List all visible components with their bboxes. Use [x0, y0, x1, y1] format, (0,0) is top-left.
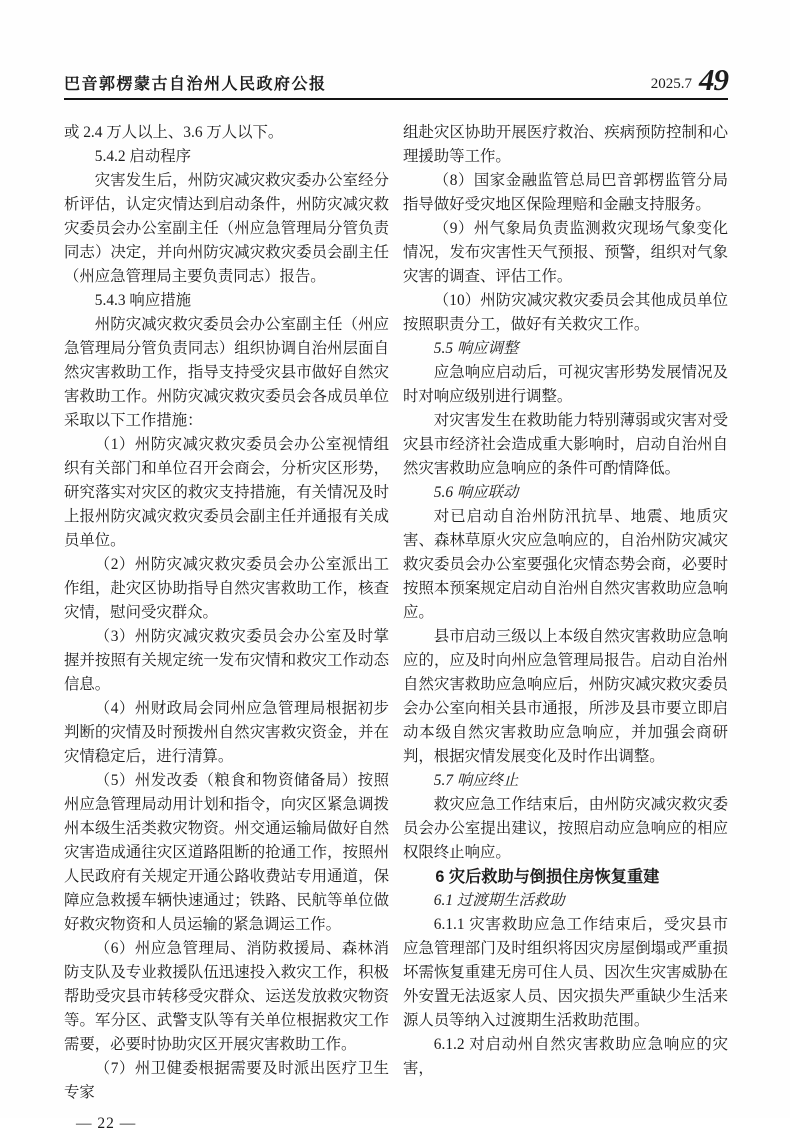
body-paragraph: 6.1.2 对启动州自然灾害救助应急响应的灾害， — [403, 1036, 728, 1077]
body-paragraph: 灾害发生后，州防灾减灾救灾委办公室经分析评估，认定灾情达到启动条件，州防灾减灾救灾委员会办公室副主任（州应急管理局分管负责同志）决定，并向州防灾减灾救灾委员会副主任（州应急管理局主要负责同志）报告。 — [64, 172, 389, 285]
header-rule — [64, 98, 728, 100]
issue-number: 49 — [699, 62, 728, 98]
right-column — [403, 121, 728, 1105]
body-paragraph: （6）州应急管理局、消防救援局、森林消防支队及专业救援队伍迅速投入救灾工作，积极帮助受灾县市转移受灾群众、运送发放救灾物资等。军分区、武警支队等有关单位根据救灾工作需要，必要时协助灾区开展灾害救助工作。 — [64, 940, 389, 1053]
paragraph-continuation: 或 2.4 万人以上、3.6 万人以下。 — [64, 124, 284, 141]
body-paragraph: （7）州卫健委根据需要及时派出医疗卫生专家 — [64, 1060, 389, 1101]
section-heading: 5.4.2 启动程序 — [94, 148, 191, 165]
issue-date: 2025.7 — [650, 75, 692, 92]
issue-info — [650, 62, 728, 98]
body-paragraph: 县市启动三级以上本级自然灾害救助应急响应的，应及时向州应急管理局报告。启动自治州自然灾害救助应急响应后，州防灾减灾救灾委员会办公室向相关县市通报，所涉及县市要立即启动本级自然灾害救助应急响应，并加强会商研判，根据灾情发展变化及时作出调整。 — [403, 628, 728, 765]
section-heading: 5.6 响应联动 — [433, 484, 519, 501]
body-paragraph: （3）州防灾减灾救灾委员会办公室及时掌握并按照有关规定统一发布灾情和救灾工作动态信息。 — [64, 628, 389, 693]
body-columns — [64, 121, 728, 1105]
page-number: — 22 — — [76, 1115, 137, 1132]
left-column — [64, 121, 389, 1105]
body-paragraph: 应急响应启动后，可视灾害形势发展情况及时对响应级别进行调整。 — [403, 364, 728, 405]
body-paragraph: （9）州气象局负责监测救灾现场气象变化情况，发布灾害性天气预报、预警，组织对气象灾害的调查、评估工作。 — [403, 220, 728, 285]
body-paragraph: 救灾应急工作结束后，由州防灾减灾救灾委员会办公室提出建议，按照启动应急响应的相应权限终止响应。 — [403, 796, 728, 861]
section-heading: 6.1 过渡期生活救助 — [433, 892, 565, 909]
section-heading: 5.7 响应终止 — [433, 772, 519, 789]
body-paragraph: （4）州财政局会同州应急管理局根据初步判断的灾情及时预拨州自然灾害救灾资金，并在灾情稳定后，进行清算。 — [64, 700, 389, 765]
body-paragraph: （10）州防灾减灾救灾委员会其他成员单位按照职责分工，做好有关救灾工作。 — [403, 292, 728, 333]
paragraph-continuation: 组赴灾区协助开展医疗救治、疾病预防控制和心理援助等工作。 — [403, 124, 728, 165]
page-header — [64, 60, 728, 98]
body-paragraph: （8）国家金融监管总局巴音郭楞监管分局指导做好受灾地区保险理赔和金融支持服务。 — [403, 172, 728, 213]
body-paragraph: 对已启动自治州防汛抗旱、地震、地质灾害、森林草原火灾应急响应的，自治州防灾减灾救灾委员会办公室要强化灾情态势会商，必要时按照本预案规定启动自治州自然灾害救助应急响应。 — [403, 508, 728, 621]
body-paragraph: 州防灾减灾救灾委员会办公室副主任（州应急管理局分管负责同志）组织协调自治州层面自然灾害救助工作，指导支持受灾县市做好自然灾害救助工作。州防灾减灾救灾委员会各成员单位采取以下工作措施： — [64, 316, 389, 429]
body-paragraph: 6.1.1 灾害救助应急工作结束后，受灾县市应急管理部门及时组织将因灾房屋倒塌或严重损坏需恢复重建无房可住人员、因次生灾害威胁在外安置无法返家人员、因灾损失严重缺少生活来源人员等纳入过渡期生活救助范围。 — [403, 916, 728, 1029]
body-paragraph: （1）州防灾减灾救灾委员会办公室视情组织有关部门和单位召开会商会，分析灾区形势，研究落实对灾区的救灾支持措施，有关情况及时上报州防灾减灾救灾委员会副主任并通报有关成员单位。 — [64, 436, 389, 549]
chapter-heading: 6 灾后救助与倒损住房恢复重建 — [435, 868, 660, 886]
section-heading: 5.5 响应调整 — [433, 340, 519, 357]
body-paragraph: 对灾害发生在救助能力特别薄弱或灾害对受灾县市经济社会造成重大影响时，启动自治州自然灾害救助应急响应的条件可酌情降低。 — [403, 412, 728, 477]
body-paragraph: （2）州防灾减灾救灾委员会办公室派出工作组，赴灾区协助指导自然灾害救助工作，核查灾情，慰问受灾群众。 — [64, 556, 389, 621]
body-paragraph: （5）州发改委（粮食和物资储备局）按照州应急管理局动用计划和指令，向灾区紧急调拨州本级生活类救灾物资。州交通运输局做好自然灾害造成通往灾区道路阻断的抢通工作，按照州人民政府有关规定开通公路收费站专用通道，保障应急救援车辆快速通过；铁路、民航等单位做好救灾物资和人员运输的紧急调运工作。 — [64, 772, 389, 933]
section-heading: 5.4.3 响应措施 — [94, 292, 191, 309]
gazette-title: 巴音郭楞蒙古自治州人民政府公报 — [64, 75, 327, 93]
